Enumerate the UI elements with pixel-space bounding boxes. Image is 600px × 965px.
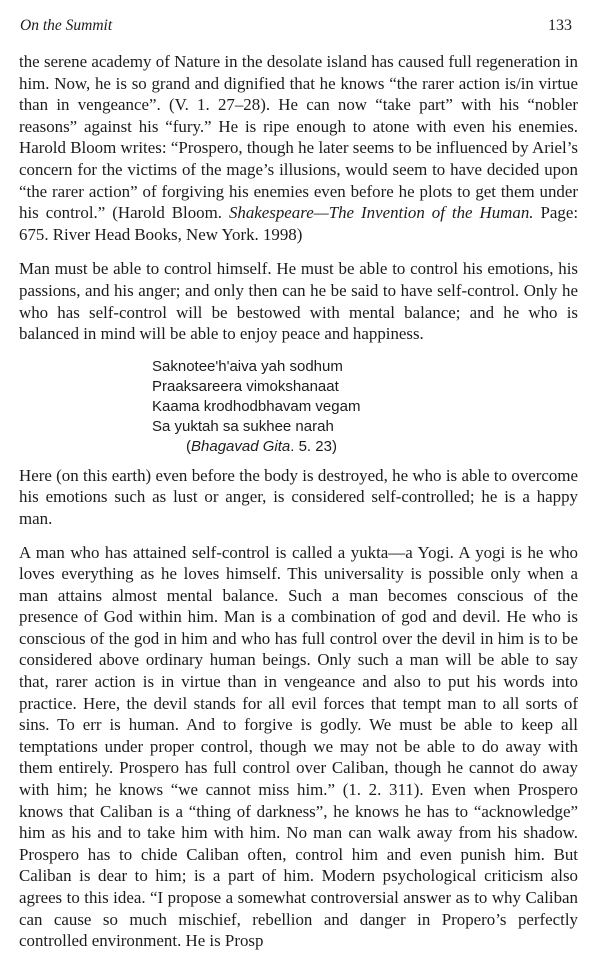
- text-run: Man must be able to control himself. He must be able to control his emotions, his passions, and his anger; and only then can he be said to have self-control. Only he who has self-control will be bestowed with mental balance; and he who is balanced in mind will be able to enjoy peace and happiness.: [19, 259, 578, 344]
- page-number: 133: [548, 17, 572, 34]
- body-text: [19, 51, 578, 965]
- paragraph: [19, 465, 578, 530]
- verse-line: Praaksareera vimokshanaat: [152, 377, 339, 395]
- verse-line: Saknotee'h'aiva yah sodhum: [152, 357, 343, 375]
- sanskrit-verse: [152, 357, 578, 457]
- text-run: the serene academy of Nature in the desolate island has caused full regeneration in him. Now, he is so grand and dignified that he knows “the rarer action is/in virtue than in vengeance”. (V. 1. 27–28). He can now “take part” with his “nobler reasons” against his “fury.” He is ripe enough to atone with even his enemies. Harold Bloom writes: “Prospero, though he later seems to be influenced by Ariel’s concern for the victims of the mage’s illusions, would seem to have decided upon “the rarer action” of forgiving his enemies even before he plots to get them under his control.” (Harold Bloom.: [19, 52, 578, 223]
- citation-title: Bhagavad Gita: [191, 437, 291, 455]
- citation-reference: . 5. 23): [290, 437, 337, 455]
- verse-line: Sa yuktah sa sukhee narah: [152, 417, 334, 435]
- verse-citation: [152, 437, 578, 457]
- text-run: Page: 675. River Head Books, New York. 1998): [19, 203, 579, 244]
- page-header: [20, 17, 572, 39]
- citation-open: (: [186, 437, 191, 455]
- book-title: Shakespeare—The Invention of the Human.: [228, 203, 534, 223]
- paragraph: [19, 542, 578, 952]
- paragraph: [19, 51, 578, 245]
- paragraph: [19, 258, 578, 344]
- text-run: Here (on this earth) even before the body is destroyed, he who is able to overcome his emotions such as lust or anger, is considered self-controlled; he is a happy man.: [19, 465, 578, 528]
- verse-line: Kaama krodhodbhavam vegam: [152, 397, 361, 415]
- text-run: A man who has attained self-control is called a yukta—a Yogi. A yogi is he who loves everything as he loves himself. This universality is possible only when a man attains almost mental balance. Such a man becomes conscious of the presence of God within him. Man is a combination of god and devil. He who is conscious of the god in him and who has full control over the devil in him is to be considered above ordinary human beings. Only such a man will be able to say that, rarer action is in virtue than in vengeance and also to put his words into practice. Here, the devil stands for all evil forces that tempt man to all sorts of sins. To err is human. And to forgive is godly. We must be able to keep all temptations under proper control, though we may not be able to do away with them entirely. Prospero has full control over Caliban, though he cannot do away with him; he knows “we cannot miss him.” (1. 2. 311). Even when Prospero knows that Caliban is a “thing of darkness”, he knows he has to “acknowledge” him as his and to take him with him. No man can walk away from his shadow. Prospero has to chide Caliban often, control him and even punish him. But Caliban is dear to him; is a part of him. Modern psychological criticism also agrees to this idea. “I propose a somewhat controversial answer as to why Caliban can cause so much mischief, rebellion and danger in Propero’s perfectly controlled environment. He is Prosp: [19, 542, 578, 951]
- running-head: On the Summit: [20, 17, 113, 34]
